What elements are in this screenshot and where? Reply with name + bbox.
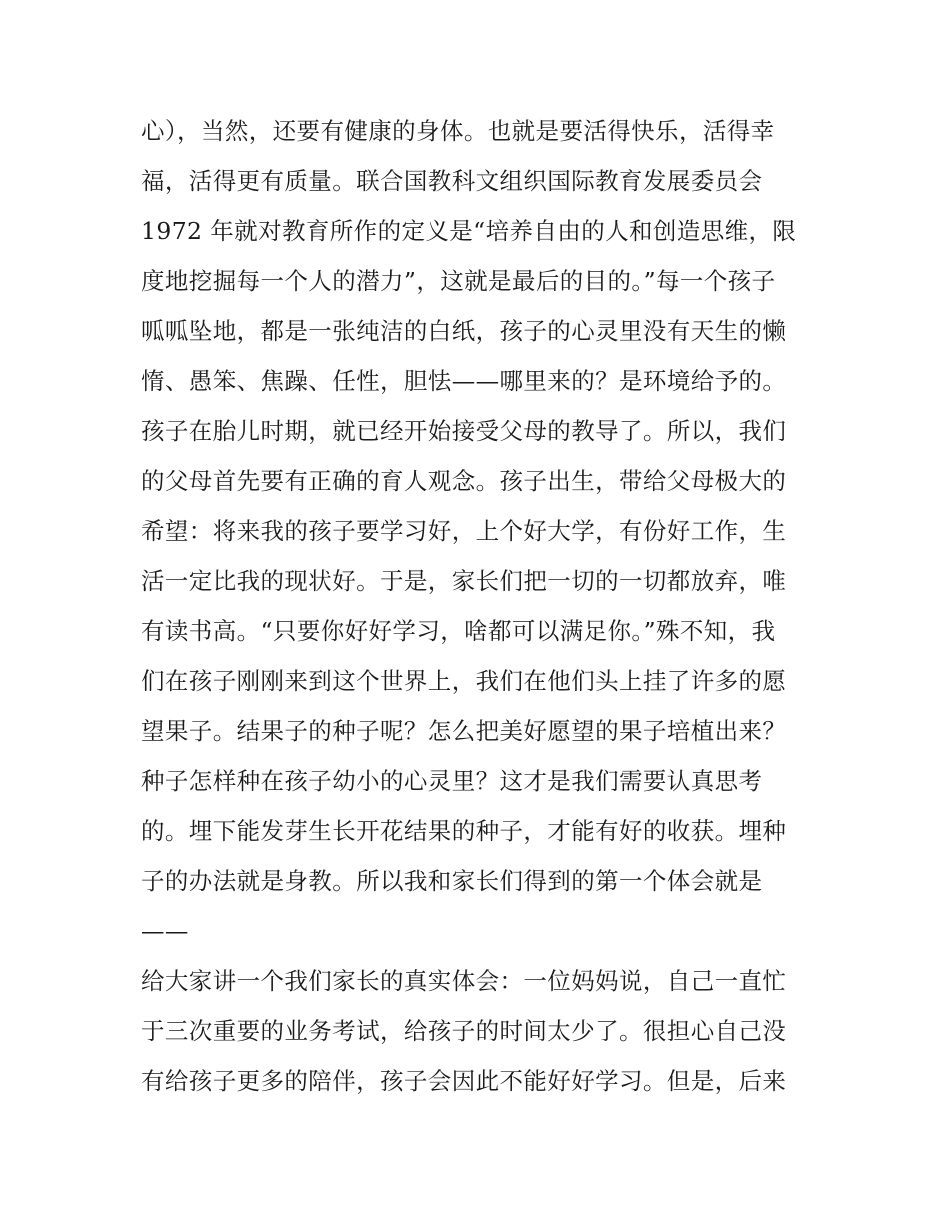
text-line: 子的办法就是身教。所以我和家长们得到的第一个体会就是 [141,867,763,895]
text-line: 于三次重要的业务考试，给孩子的时间太少了。很担心自己没 [141,1017,787,1045]
text-line: 希望：将来我的孩子要学习好，上个好大学，有份好工作，生 [141,517,787,545]
body-text [141,106,821,1106]
text-line: 活一定比我的现状好。于是，家长们把一切的一切都放弃，唯 [141,567,787,595]
text-line: 福，活得更有质量。联合国教科文组织国际教育发展委员会 [141,167,763,195]
text-line: 度地挖掘每一个人的潜力”，这就是最后的目的。”每一个孩子 [141,267,776,295]
text-line: 们在孩子刚刚来到这个世界上，我们在他们头上挂了许多的愿 [141,667,787,695]
text-line: 心），当然，还要有健康的身体。也就是要活得快乐，活得幸 [141,117,775,145]
text-line: 1972 年就对教育所作的定义是“培养自由的人和创造思维，限 [141,217,797,245]
text-line: —— [141,917,189,945]
text-line: 有给孩子更多的陪伴，孩子会因此不能好好学习。但是，后来 [141,1067,787,1095]
text-line: 惰、愚笨、焦躁、任性，胆怯——哪里来的？是环境给予的。 [141,367,787,395]
text-line: 有读书高。“只要你好好学习，啥都可以满足你。”殊不知，我 [141,617,776,645]
text-line: 的父母首先要有正确的育人观念。孩子出生，带给父母极大的 [141,467,787,495]
text-line: 种子怎样种在孩子幼小的心灵里？这才是我们需要认真思考 [141,767,763,795]
text-line: 孩子在胎儿时期，就已经开始接受父母的教导了。所以，我们 [141,417,787,445]
text-line: 的。埋下能发芽生长开花结果的种子，才能有好的收获。埋种 [141,817,787,845]
text-line: 望果子。结果子的种子呢？怎么把美好愿望的果子培植出来？ [141,717,787,745]
text-line: 呱呱坠地，都是一张纯洁的白纸，孩子的心灵里没有天生的懒 [141,317,787,345]
text-line: 给大家讲一个我们家长的真实体会：一位妈妈说，自己一直忙 [141,967,787,995]
